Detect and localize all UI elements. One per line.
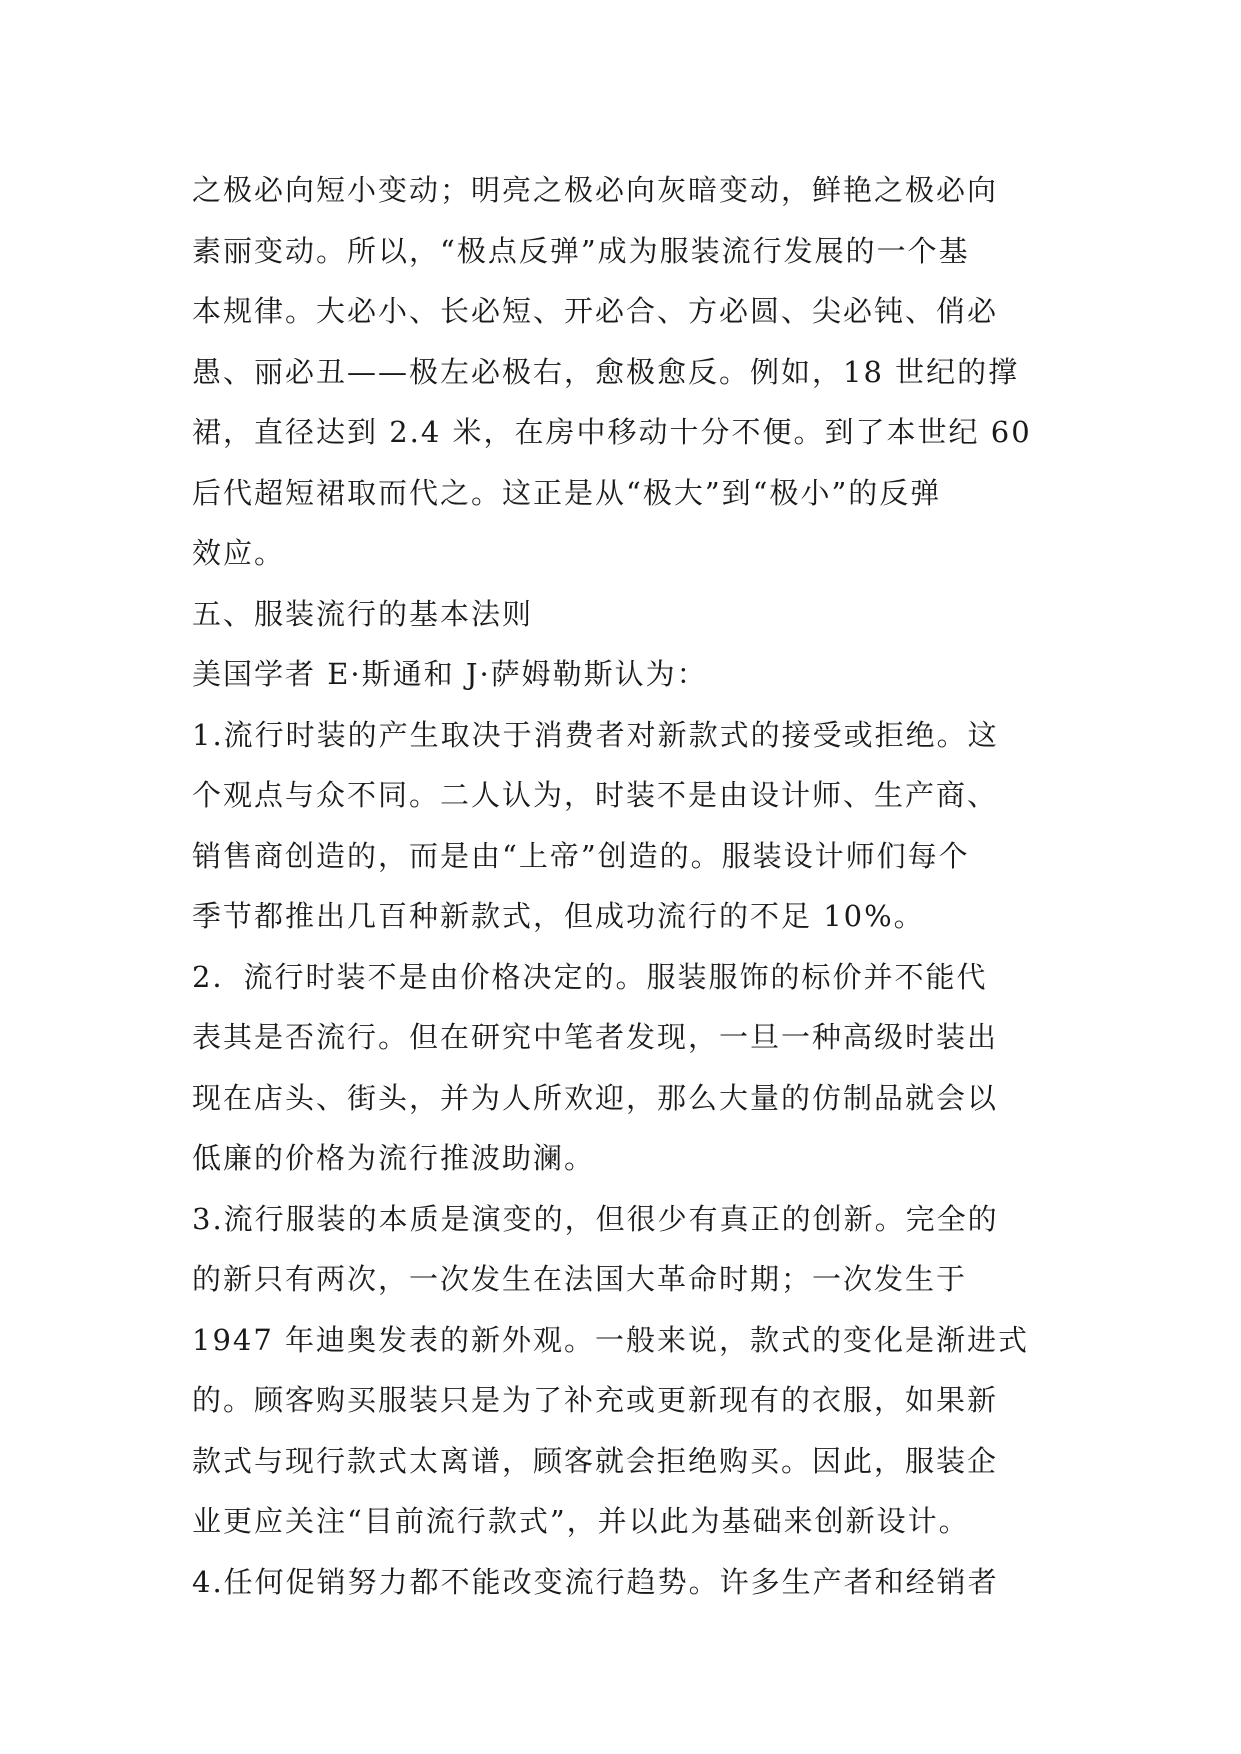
text-line: 本规律。大必小、长必短、开必合、方必圆、尖必钝、俏必	[192, 294, 999, 328]
text-line: 款式与现行款式太离谱，顾客就会拒绝购买。因此，服装企	[192, 1443, 999, 1478]
text-line: 销售商创造的，而是由“上帝”创造的。服装设计师们每个	[192, 838, 970, 873]
text-line: 的新只有两次，一次发生在法国大革命时期；一次发生于	[192, 1262, 968, 1296]
text-line: 季节都推出几百种新款式，但成功流行的不足 10%。	[192, 899, 925, 933]
text-line: 效应。	[192, 536, 286, 570]
text-line: 美国学者 E·斯通和 J·萨姆勒斯认为：	[192, 657, 708, 691]
section-heading: 五、服装流行的基本法则	[192, 596, 534, 631]
text-line: 之极必向短小变动；明亮之极必向灰暗变动，鲜艳之极必向	[192, 173, 999, 207]
text-line: 个观点与众不同。二人认为，时装不是由设计师、生产商、	[192, 778, 999, 812]
list-item-3: 3.流行服装的本质是演变的，但很少有真正的创新。完全的	[192, 1201, 999, 1236]
list-item-1: 1.流行时装的产生取决于消费者对新款式的接受或拒绝。这	[192, 717, 999, 752]
text-line: 素丽变动。所以，“极点反弹”成为服装流行发展的一个基	[192, 233, 970, 268]
text-line: 的。顾客购买服装只是为了补充或更新现有的衣服，如果新	[192, 1383, 999, 1417]
text-line: 后代超短裙取而代之。这正是从“极大”到“极小”的反弹	[192, 475, 942, 510]
text-line: 裙，直径达到 2.4 米，在房中移动十分不便。到了本世纪 60	[192, 415, 1032, 449]
text-line: 表其是否流行。但在研究中笔者发现，一旦一种高级时装出	[192, 1020, 999, 1054]
document-page	[192, 160, 1062, 1612]
text-line: 现在店头、街头，并为人所欢迎，那么大量的仿制品就会以	[192, 1080, 999, 1115]
list-item-2: 2．流行时装不是由价格决定的。服装服饰的标价并不能代	[192, 959, 988, 994]
text-line: 愚、丽必丑——极左必极右，愈极愈反。例如，18 世纪的撑	[192, 354, 1020, 389]
text-line: 1947 年迪奥发表的新外观。一般来说，款式的变化是渐进式	[192, 1322, 1030, 1357]
list-item-4: 4.任何促销努力都不能改变流行趋势。许多生产者和经销者	[192, 1564, 999, 1599]
text-line: 低廉的价格为流行推波助澜。	[192, 1141, 596, 1175]
text-line: 业更应关注“目前流行款式”，并以此为基础来创新设计。	[192, 1504, 970, 1538]
